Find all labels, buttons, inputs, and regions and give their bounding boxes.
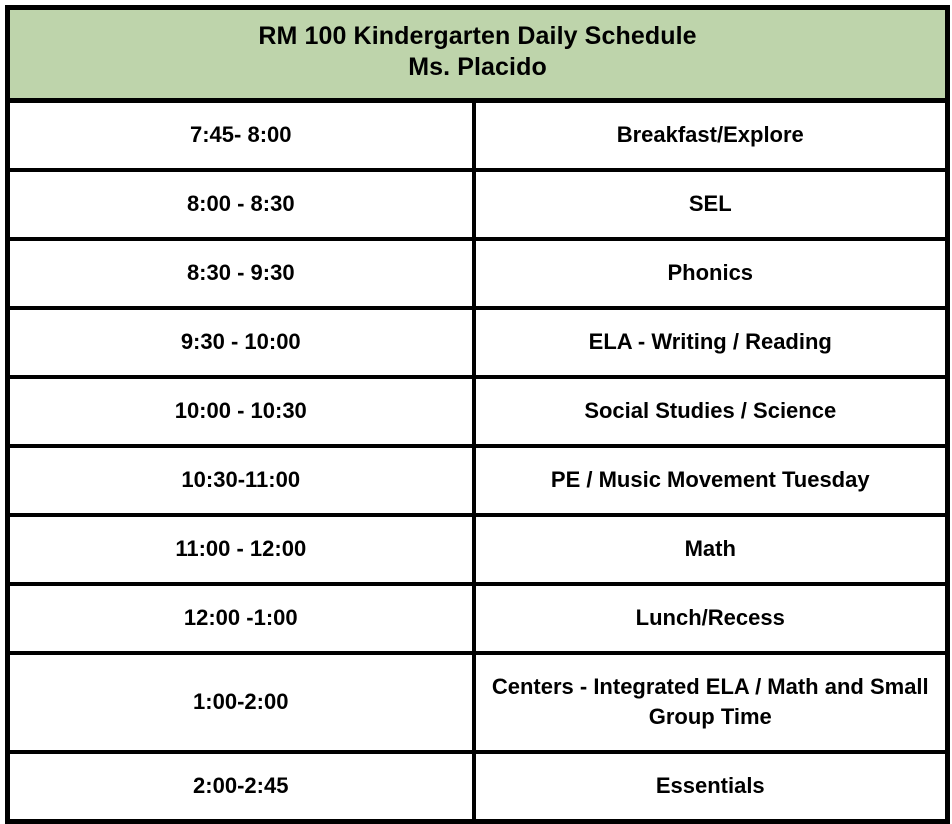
schedule-row	[8, 584, 948, 653]
schedule-title: RM 100 Kindergarten Daily Schedule	[258, 22, 697, 50]
schedule-header-row	[8, 8, 948, 101]
schedule-time-cell: 10:00 - 10:30	[8, 377, 474, 446]
schedule-table-head	[8, 8, 948, 101]
schedule-row	[8, 446, 948, 515]
schedule-row	[8, 308, 948, 377]
schedule-activity-cell: Lunch/Recess	[474, 584, 948, 653]
schedule-time-cell: 11:00 - 12:00	[8, 515, 474, 584]
schedule-header-cell	[8, 8, 948, 101]
schedule-activity-cell: Math	[474, 515, 948, 584]
schedule-row	[8, 752, 948, 822]
schedule-activity-cell: Breakfast/Explore	[474, 100, 948, 170]
schedule-row	[8, 653, 948, 752]
schedule-time-cell: 7:45- 8:00	[8, 100, 474, 170]
schedule-activity-cell: Social Studies / Science	[474, 377, 948, 446]
schedule-activity-cell: ELA - Writing / Reading	[474, 308, 948, 377]
schedule-activity-cell: SEL	[474, 170, 948, 239]
schedule-time-cell: 1:00-2:00	[8, 653, 474, 752]
schedule-time-cell: 8:30 - 9:30	[8, 239, 474, 308]
schedule-row	[8, 515, 948, 584]
schedule-activity-cell: Essentials	[474, 752, 948, 822]
schedule-time-cell: 8:00 - 8:30	[8, 170, 474, 239]
schedule-time-cell: 10:30-11:00	[8, 446, 474, 515]
daily-schedule-container	[5, 5, 945, 799]
schedule-row	[8, 100, 948, 170]
daily-schedule-table	[5, 5, 950, 824]
schedule-row	[8, 239, 948, 308]
schedule-activity-cell: PE / Music Movement Tuesday	[474, 446, 948, 515]
schedule-activity-cell: Centers - Integrated ELA / Math and Small Group Time	[474, 653, 948, 752]
schedule-time-cell: 9:30 - 10:00	[8, 308, 474, 377]
schedule-teacher-name: Ms. Placido	[408, 53, 547, 82]
schedule-time-cell: 2:00-2:45	[8, 752, 474, 822]
schedule-time-cell: 12:00 -1:00	[8, 584, 474, 653]
schedule-table-body	[8, 100, 948, 821]
schedule-activity-cell: Phonics	[474, 239, 948, 308]
schedule-row	[8, 377, 948, 446]
schedule-row	[8, 170, 948, 239]
